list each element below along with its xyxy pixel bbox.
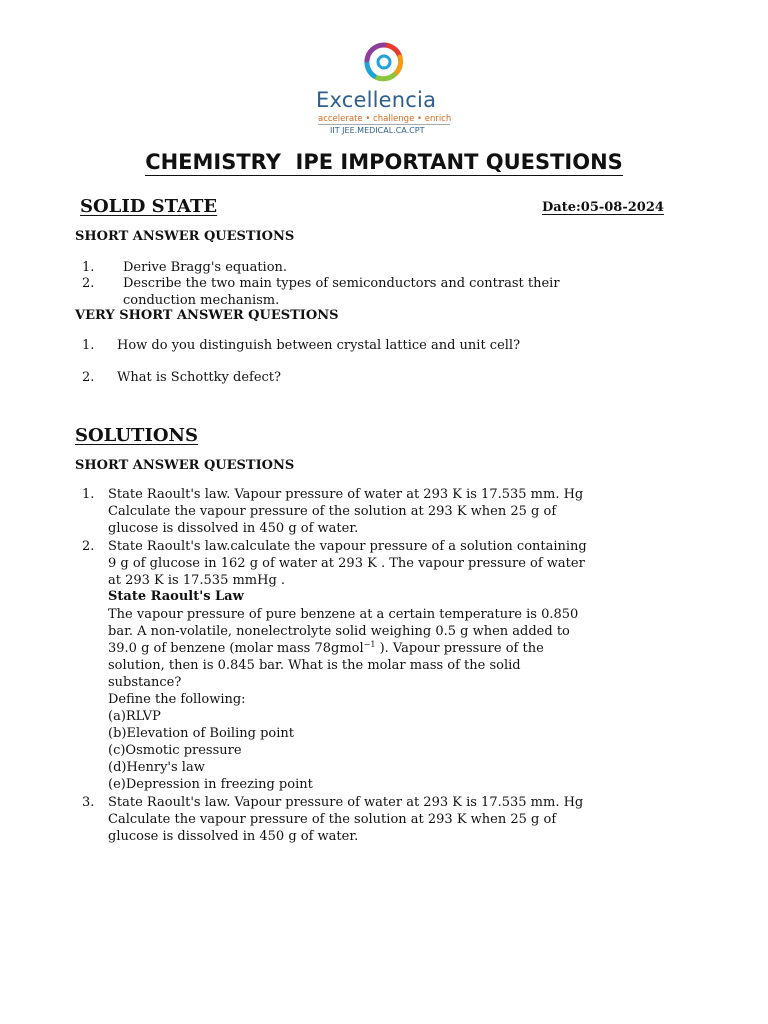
short-answer-heading: SHORT ANSWER QUESTIONS: [75, 229, 295, 244]
list-item: State Raoult's law. Vapour pressure of water at 293 K is 17.535 mm. Hg: [108, 795, 584, 810]
date-label: Date:05-08-2024: [542, 200, 664, 215]
solutions-short-answer-heading: SHORT ANSWER QUESTIONS: [75, 458, 295, 473]
list-number: 2.: [82, 370, 95, 385]
list-item: State Raoult's law.calculate the vapour pressure of a solution containing: [108, 539, 587, 554]
page-title: [0, 150, 768, 174]
list-number: 1.: [82, 260, 95, 275]
page-title-text: CHEMISTRY IPE IMPORTANT QUESTIONS: [145, 150, 623, 174]
define-item: (c)Osmotic pressure: [108, 743, 242, 758]
list-number: 3.: [82, 795, 95, 810]
list-number: 2.: [82, 276, 95, 291]
raoult-law-label: State Raoult's Law: [108, 589, 244, 604]
benzene-text: 39.0 g of benzene (molar mass 78gmol: [108, 641, 364, 656]
list-item-continued: conduction mechanism.: [123, 293, 280, 308]
list-number: 2.: [82, 539, 95, 554]
list-item: State Raoult's law. Vapour pressure of water at 293 K is 17.535 mm. Hg: [108, 487, 584, 502]
list-item: What is Schottky defect?: [117, 370, 281, 385]
list-number: 1.: [82, 487, 95, 502]
list-item: Derive Bragg's equation.: [123, 260, 288, 275]
benzene-question-line: [108, 640, 544, 657]
list-number: 1.: [82, 338, 95, 353]
define-item: (a)RLVP: [108, 709, 161, 724]
swirl-logo-icon: [364, 42, 404, 82]
logo-name: Excellencia: [316, 88, 437, 112]
define-heading: Define the following:: [108, 692, 246, 707]
very-short-answer-heading: VERY SHORT ANSWER QUESTIONS: [75, 308, 339, 323]
benzene-question-line: solution, then is 0.845 bar. What is the molar mass of the solid: [108, 658, 521, 673]
logo-subtitle: IIT JEE.MEDICAL.CA.CPT: [330, 126, 425, 135]
logo-divider: [318, 124, 450, 125]
benzene-text: ). Vapour pressure of the: [375, 641, 544, 656]
define-item: (d)Henry's law: [108, 760, 205, 775]
list-item: How do you distinguish between crystal lattice and unit cell?: [117, 338, 521, 353]
list-item-continued: Calculate the vapour pressure of the solution at 293 K when 25 g of: [108, 812, 557, 827]
list-item-continued: glucose is dissolved in 450 g of water.: [108, 521, 359, 536]
logo-tagline: accelerate • challenge • enrich: [318, 114, 452, 124]
benzene-question-line: substance?: [108, 675, 182, 690]
list-item: Describe the two main types of semiconductors and contrast their: [123, 276, 560, 291]
list-item-continued: Calculate the vapour pressure of the solution at 293 K when 25 g of: [108, 504, 557, 519]
benzene-question-line: bar. A non-volatile, nonelectrolyte solid weighing 0.5 g when added to: [108, 624, 570, 639]
list-item-continued: at 293 K is 17.535 mmHg .: [108, 573, 286, 588]
superscript-exponent: −1: [363, 640, 376, 649]
list-item-continued: 9 g of glucose in 162 g of water at 293 K . The vapour pressure of water: [108, 556, 585, 571]
excellencia-logo: [300, 40, 470, 140]
define-item: (e)Depression in freezing point: [108, 777, 313, 792]
list-item-continued: glucose is dissolved in 450 g of water.: [108, 829, 359, 844]
define-item: (b)Elevation of Boiling point: [108, 726, 294, 741]
benzene-question-line: The vapour pressure of pure benzene at a certain temperature is 0.850: [108, 607, 579, 622]
solid-state-heading: SOLID STATE: [80, 196, 218, 217]
solutions-heading: SOLUTIONS: [75, 425, 198, 446]
